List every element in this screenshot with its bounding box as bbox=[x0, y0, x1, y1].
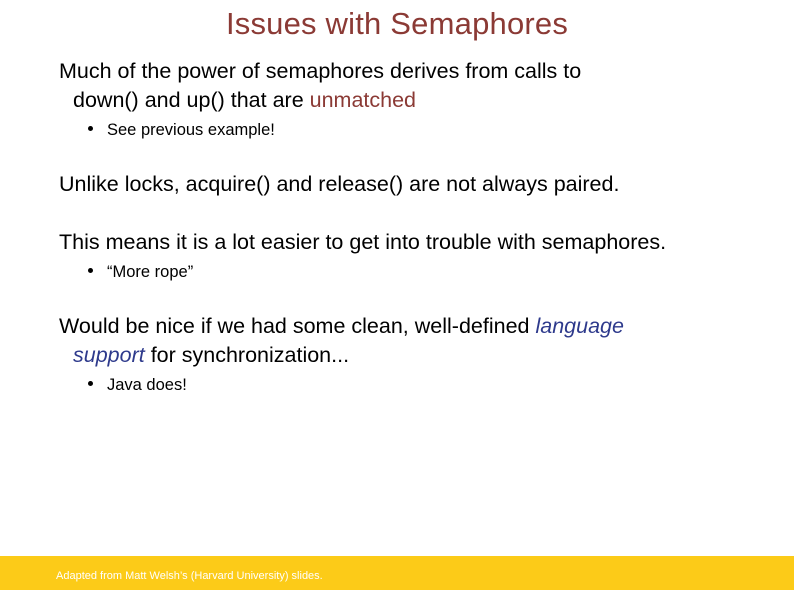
emphasis-support: support bbox=[73, 343, 145, 367]
point-3-text: This means it is a lot easier to get into trouble with semaphores. bbox=[59, 230, 667, 254]
point-1-line-2 bbox=[59, 86, 581, 115]
bullet-dot-icon bbox=[88, 268, 93, 273]
point-4-line-1 bbox=[59, 312, 624, 341]
bullet-point-3 bbox=[59, 228, 666, 257]
sub-point-3-text: “More rope” bbox=[107, 263, 194, 281]
slide-title: Issues with Semaphores bbox=[225, 6, 569, 41]
sub-point-1 bbox=[88, 120, 275, 140]
bullet-point-1 bbox=[59, 57, 581, 115]
sub-point-1-text: See previous example! bbox=[107, 121, 275, 139]
emphasis-unmatched: unmatched bbox=[309, 88, 417, 112]
point-1-line-2-text: down() and up() that are bbox=[73, 88, 310, 112]
point-1-line-1: Much of the power of semaphores derives from calls to bbox=[59, 59, 582, 83]
bullet-point-4 bbox=[59, 312, 624, 370]
point-2-text: Unlike locks, acquire() and release() are not always paired. bbox=[59, 172, 620, 196]
point-4-line-2 bbox=[59, 341, 624, 370]
bullet-dot-icon bbox=[88, 381, 93, 386]
point-4-line-1-text: Would be nice if we had some clean, well-defined bbox=[59, 314, 536, 338]
footer-credit: Adapted from Matt Welsh’s (Harvard University) slides. bbox=[56, 570, 323, 582]
sub-point-4 bbox=[88, 375, 187, 395]
sub-point-3 bbox=[88, 262, 193, 282]
emphasis-language: language bbox=[535, 314, 624, 338]
sub-point-4-text: Java does! bbox=[107, 376, 187, 394]
bullet-point-2 bbox=[59, 170, 619, 199]
bullet-dot-icon bbox=[88, 126, 93, 131]
point-4-line-2-text: for synchronization... bbox=[144, 343, 350, 367]
